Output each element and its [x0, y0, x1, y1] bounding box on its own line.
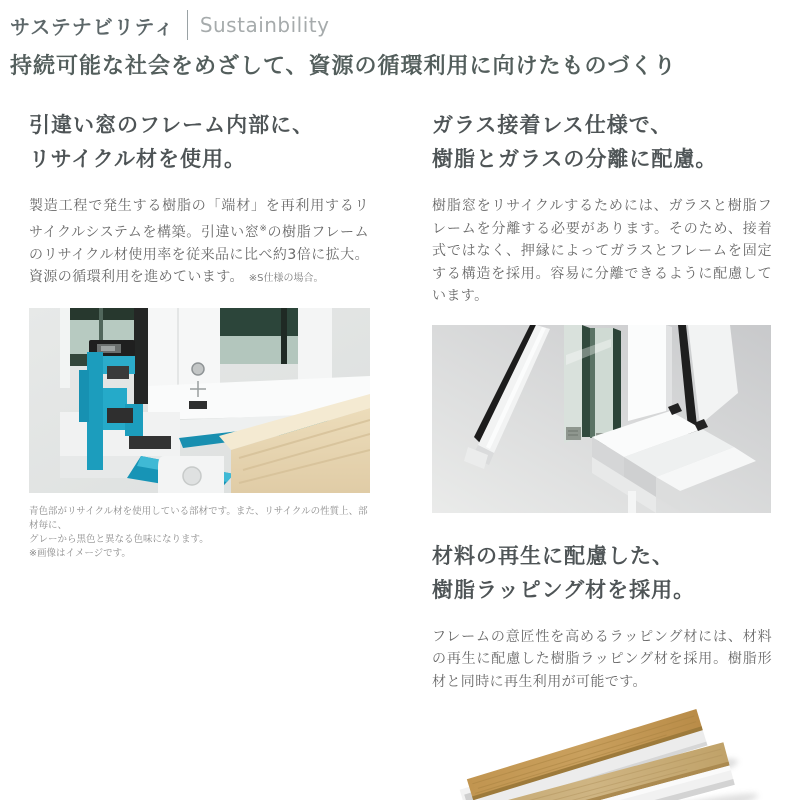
recycle-body-asterisk: ※: [259, 223, 268, 234]
recycle-heading-line2: リサイクル材を使用。: [29, 147, 247, 171]
recycle-heading: [29, 108, 369, 176]
glassless-heading-line2: 樹脂とガラスの分離に配慮。: [432, 147, 718, 171]
glassless-body: 樹脂窓をリサイクルするためには、ガラスと樹脂フレームを分離する必要があります。そのため、接着式ではなく、押縁によってガラスとフレームを固定する構造を採用。容易に分離できるように配慮しています。: [432, 198, 772, 304]
column-glassless: [432, 108, 772, 800]
content-columns: [29, 108, 772, 800]
column-recycle: [29, 108, 369, 800]
recycle-caption: [29, 505, 369, 561]
wrapping-figure: [432, 703, 772, 800]
wrapping-body: フレームの意匠性を高めるラッピング材には、材料の再生に配慮した樹脂ラッピング材を採用。樹脂形材と同時に再生利用が可能です。: [432, 628, 772, 690]
recycle-body-part1: 製造工程で発生する樹脂の「端材」を再利用するリサイクルシステムを構築。引違い窓: [29, 198, 369, 241]
wrapping-heading-line1: 材料の再生に配慮した、: [432, 543, 674, 568]
glass-separation-image: [432, 325, 771, 513]
recycled-frame-cutaway-image: [29, 308, 370, 493]
page-header: [0, 0, 800, 40]
frame-support-foot: [158, 456, 224, 493]
recycle-body: [29, 195, 369, 291]
recycle-caption-line1: 青色部がリサイクル材を使用している部材です。また、リサイクルの性質上、部材毎に、: [29, 505, 368, 531]
glassless-heading-line1: ガラス接着レス仕様で、: [432, 113, 673, 137]
glassless-heading: [432, 108, 772, 176]
recycle-body-note: ※S仕様の場合。: [248, 273, 324, 285]
recycle-heading-line1: 引違い窓のフレーム内部に、: [29, 113, 315, 137]
recycle-caption-line2: グレーから黒色と異なる色味になります。: [29, 533, 209, 545]
page-title-english: Sustainbility: [199, 13, 330, 37]
title-divider: [187, 10, 188, 40]
wrapping-heading: [432, 539, 772, 607]
wrapping-heading-line2: 樹脂ラッピング材を採用。: [432, 577, 696, 602]
recycle-body-part2: の樹脂フレームのリサイクル材使用率を従来品に比べ約3倍に拡大。資源の循環利用を進めています。: [29, 224, 369, 286]
recycle-figure: [29, 308, 369, 493]
glassless-figure: [432, 325, 772, 513]
page-subtitle: 持続可能な社会をめざして、資源の循環利用に向けたものづくり: [10, 54, 677, 79]
page-title-japanese: サステナビリティ: [10, 14, 175, 39]
recycle-caption-line3: ※画像はイメージです。: [29, 547, 131, 559]
wrapped-profiles-image: [432, 703, 772, 800]
